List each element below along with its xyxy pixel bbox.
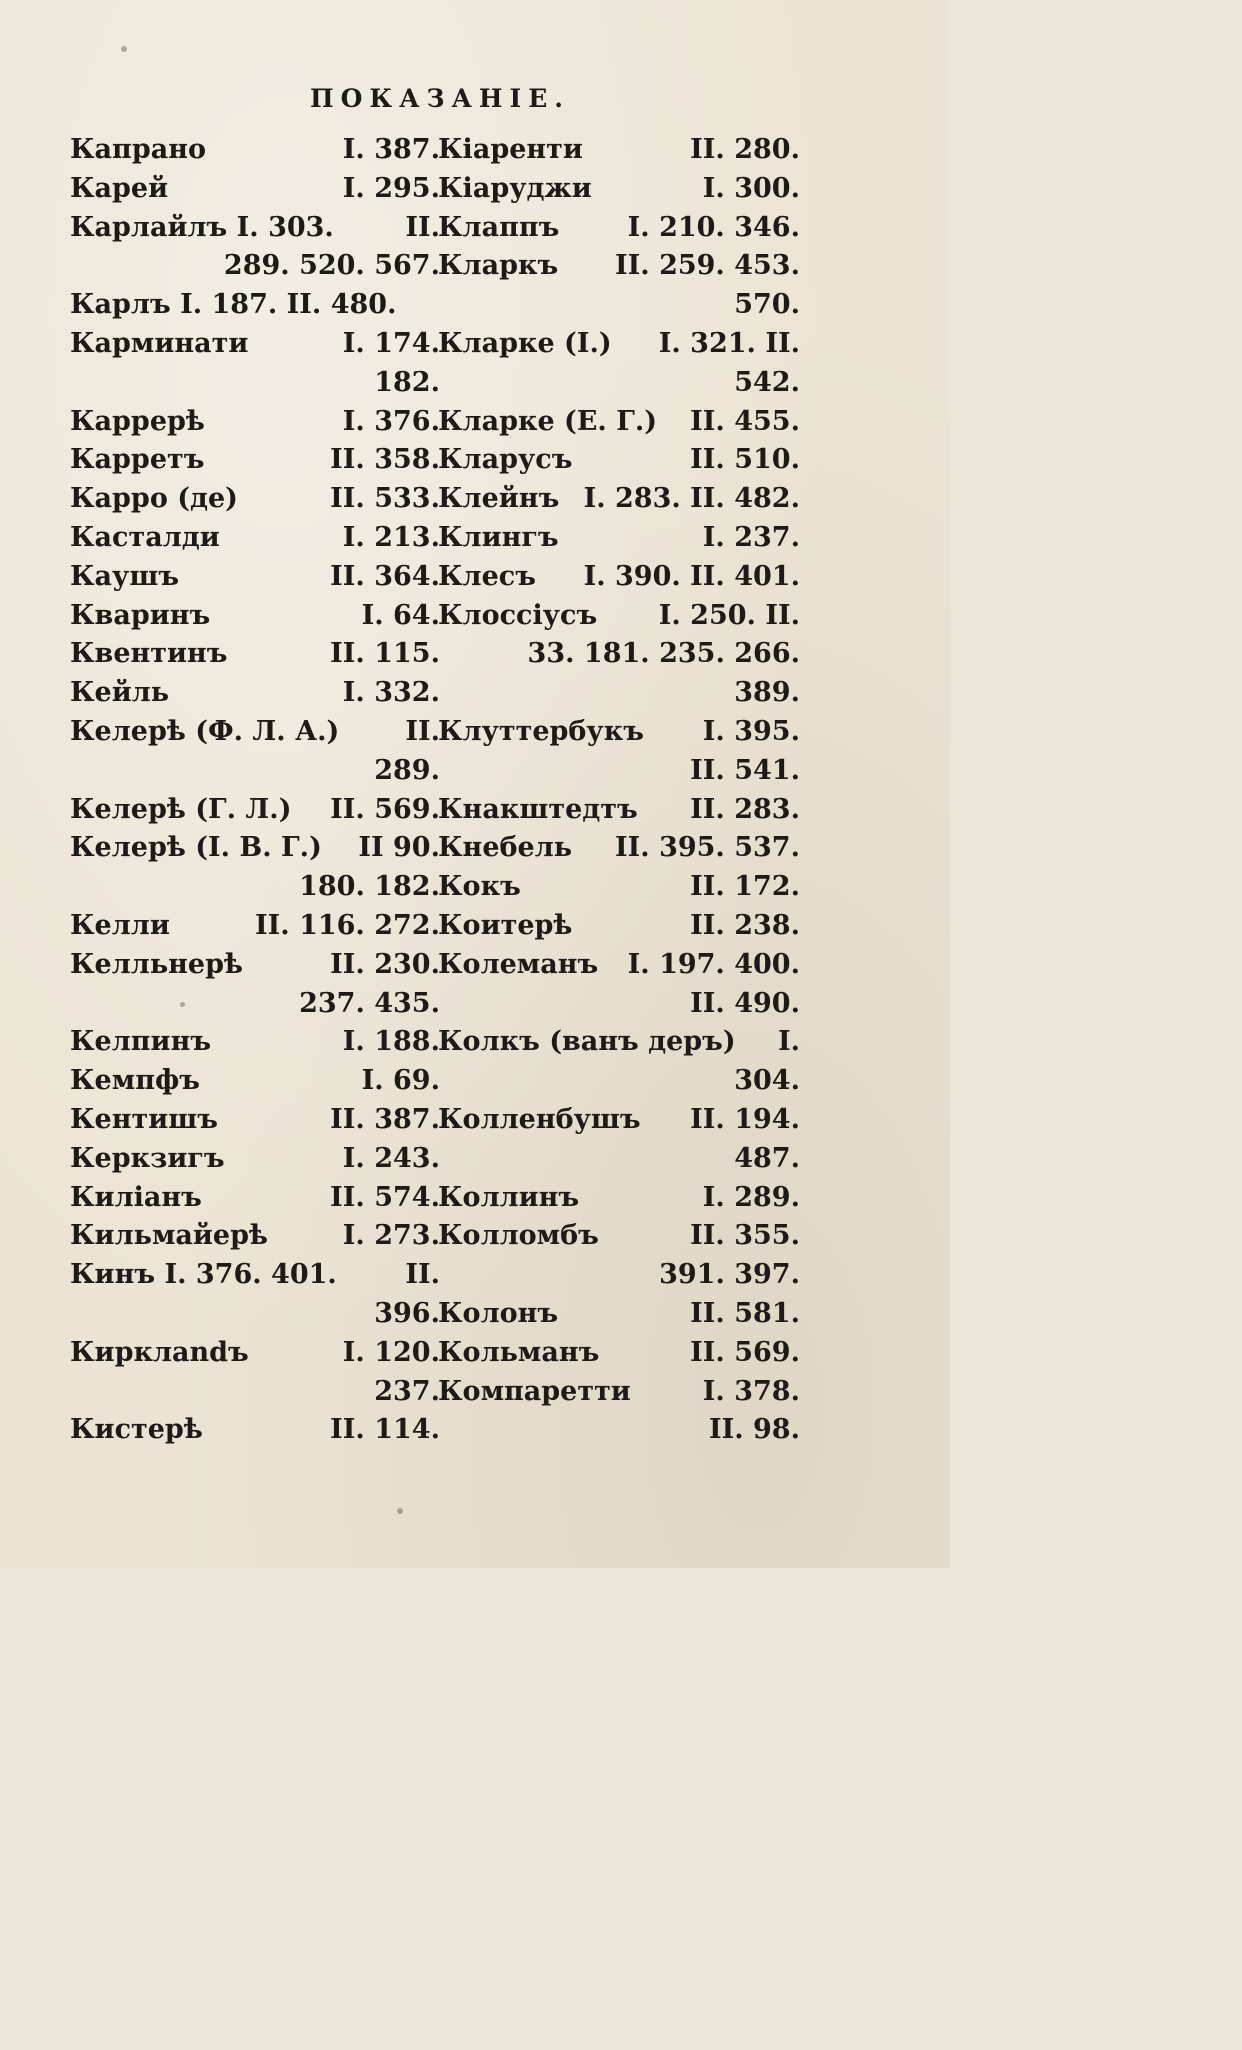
entry-name: Кнебель: [438, 832, 573, 864]
entry-reference: II. 574.: [330, 1181, 440, 1213]
entry-name: Кемпфъ: [70, 1065, 201, 1097]
entry-reference: II. 395. 537.: [615, 832, 800, 864]
entry-name: Кольманъ: [438, 1336, 600, 1368]
entry-reference: 33. 181. 235. 266.: [527, 638, 800, 670]
entry-name: Клоссіусъ: [438, 599, 598, 631]
entry-reference: 542.: [734, 366, 800, 398]
entry-reference: II. 280.: [690, 134, 800, 165]
entry-reference: I. 321. II.: [658, 327, 800, 359]
index-entry: [438, 791, 800, 830]
entry-name: Коитерѣ: [438, 909, 573, 941]
entry-name: Кнакштедтъ: [438, 793, 638, 825]
entry-reference: II. 490.: [690, 987, 800, 1019]
entry-name: Коллинъ: [438, 1181, 580, 1213]
index-entry: [438, 674, 800, 713]
index-entry: [70, 170, 440, 209]
index-entry: [438, 829, 800, 868]
entry-name: Капрано: [70, 134, 206, 165]
index-entry: [70, 558, 440, 597]
entry-reference: II. 541.: [690, 754, 800, 786]
entry-name: Киліанъ: [70, 1181, 202, 1213]
index-entry: [438, 907, 800, 946]
index-entry: [438, 325, 800, 364]
index-entry: [70, 1217, 440, 1256]
entry-name: Кларке (Е. Г.): [438, 405, 658, 437]
entry-reference: II. 569.: [690, 1336, 800, 1368]
index-entry: [70, 597, 440, 636]
index-entry: [70, 1179, 440, 1218]
entry-reference: I. 395.: [702, 715, 800, 747]
index-entry: [70, 946, 440, 985]
index-entry: [70, 1256, 440, 1295]
entry-reference: II. 533.: [330, 483, 440, 515]
entry-reference: I. 390. II. 401.: [583, 560, 800, 592]
entry-reference: I. 243.: [342, 1142, 440, 1174]
ink-speck: [397, 1508, 403, 1514]
entry-name: Кирклandъ: [70, 1336, 249, 1368]
index-entry: [70, 985, 440, 1024]
index-entry: [70, 1373, 440, 1412]
index-entry: [438, 1217, 800, 1256]
entry-reference: II.: [405, 1259, 440, 1291]
entry-name: Каррерѣ: [70, 405, 205, 437]
entry-name: Клингъ: [438, 521, 559, 553]
entry-name: Кокъ: [438, 871, 521, 903]
entry-name: Клаппъ: [438, 211, 560, 243]
entry-reference: II. 355.: [690, 1220, 800, 1252]
index-entry: [70, 286, 440, 325]
entry-reference: I. 64.: [361, 599, 440, 631]
index-entry: [438, 1334, 800, 1373]
index-entry: [70, 1295, 440, 1334]
index-column-right: [438, 131, 800, 1450]
entry-reference: 391. 397.: [659, 1259, 800, 1291]
entry-reference: 487.: [734, 1142, 800, 1174]
entry-reference: II. 387.: [330, 1103, 440, 1135]
index-entry: [438, 597, 800, 636]
entry-reference: 182.: [374, 366, 440, 398]
index-entry: [438, 441, 800, 480]
entry-reference: I. 289.: [702, 1181, 800, 1213]
index-entry: [70, 131, 440, 170]
entry-name: Клуттербукъ: [438, 715, 644, 747]
index-entry: [438, 403, 800, 442]
entry-name: Келли: [70, 909, 170, 941]
entry-reference: I. 376.: [342, 405, 440, 437]
entry-reference: I. 250. II.: [658, 599, 800, 631]
entry-reference: I. 197. 400.: [627, 948, 800, 980]
entry-name: Кильмайерѣ: [70, 1220, 268, 1252]
index-entry: [70, 1334, 440, 1373]
index-entry: [70, 1062, 440, 1101]
entry-reference: 396.: [374, 1297, 440, 1329]
index-entry: [70, 1023, 440, 1062]
index-entry: [438, 1256, 800, 1295]
index-entry: [438, 1140, 800, 1179]
entry-reference: II. 569.: [330, 793, 440, 825]
entry-reference: II. 510.: [690, 444, 800, 476]
entry-name: Келпинъ: [70, 1026, 212, 1058]
entry-name: Клесъ: [438, 560, 536, 592]
entry-name: Кинъ I. 376. 401.: [70, 1259, 337, 1291]
entry-name: Келерѣ (Г. Л.): [70, 793, 292, 825]
index-entry: [70, 829, 440, 868]
page-title: ПОКАЗАНІЕ.: [310, 84, 570, 113]
entry-reference: II. 114.: [330, 1414, 440, 1446]
index-entry: [438, 519, 800, 558]
index-entry: [70, 1101, 440, 1140]
entry-reference: II.: [405, 211, 440, 243]
index-entry: [70, 752, 440, 791]
entry-name: Керкзигъ: [70, 1142, 225, 1174]
index-column-left: [70, 131, 440, 1450]
entry-name: Компаретти: [438, 1375, 631, 1407]
entry-name: Кіаруджи: [438, 172, 592, 204]
index-entry: [438, 635, 800, 674]
entry-name: Касталди: [70, 521, 220, 553]
index-entry: [70, 1140, 440, 1179]
index-entry: [438, 868, 800, 907]
entry-name: Карлъ I. 187. II. 480.: [70, 289, 397, 321]
index-entry: [70, 209, 440, 248]
entry-name: Кіаренти: [438, 134, 583, 165]
entry-reference: 389.: [734, 677, 800, 709]
entry-reference: II. 194.: [690, 1103, 800, 1135]
index-entry: [70, 325, 440, 364]
index-entry: [438, 558, 800, 597]
entry-reference: II. 259. 453.: [615, 250, 800, 282]
entry-reference: 570.: [734, 289, 800, 321]
entry-reference: 180. 182.: [299, 871, 440, 903]
entry-reference: II. 116. 272.: [255, 909, 440, 941]
index-entry: [438, 1411, 800, 1450]
index-entry: [438, 1101, 800, 1140]
index-entry: [70, 403, 440, 442]
entry-reference: II. 581.: [690, 1297, 800, 1329]
index-entry: [438, 247, 800, 286]
index-entry: [70, 364, 440, 403]
entry-reference: II 90.: [358, 832, 440, 864]
index-entry: [438, 209, 800, 248]
index-entry: [438, 286, 800, 325]
entry-name: Карретъ: [70, 444, 205, 476]
index-entry: [70, 480, 440, 519]
entry-name: Карлайлъ I. 303.: [70, 211, 334, 243]
index-entry: [438, 1179, 800, 1218]
entry-name: Кистерѣ: [70, 1414, 203, 1446]
entry-reference: II. 98.: [708, 1414, 800, 1446]
entry-name: Клейнъ: [438, 483, 560, 515]
entry-reference: I. 213.: [342, 521, 440, 553]
entry-name: Колкъ (ванъ деръ): [438, 1026, 736, 1058]
entry-reference: II. 172.: [690, 871, 800, 903]
index-entry: [438, 1373, 800, 1412]
entry-reference: I. 295.: [342, 172, 440, 204]
entry-reference: 237.: [374, 1375, 440, 1407]
entry-reference: I. 273.: [342, 1220, 440, 1252]
entry-reference: I. 332.: [342, 677, 440, 709]
entry-reference: I. 283. II. 482.: [583, 483, 800, 515]
entry-reference: II. 455.: [690, 405, 800, 437]
entry-reference: II. 115.: [330, 638, 440, 670]
index-entry: [70, 674, 440, 713]
entry-reference: 304.: [734, 1065, 800, 1097]
index-entry: [70, 713, 440, 752]
entry-name: Кларкъ: [438, 250, 559, 282]
entry-name: Каушъ: [70, 560, 180, 592]
index-entry: [70, 907, 440, 946]
entry-name: Келльнерѣ: [70, 948, 243, 980]
index-entry: [438, 946, 800, 985]
entry-reference: I. 174.: [342, 327, 440, 359]
index-entry: [70, 441, 440, 480]
ink-speck: [121, 46, 127, 52]
entry-reference: I. 210. 346.: [627, 211, 800, 243]
entry-reference: 289. 520. 567.: [223, 250, 440, 282]
entry-name: Келерѣ (I. В. Г.): [70, 832, 322, 864]
index-entry: [70, 519, 440, 558]
entry-reference: II. 230.: [330, 948, 440, 980]
index-entry: [438, 1295, 800, 1334]
entry-reference: I. 378.: [702, 1375, 800, 1407]
entry-reference: I.: [777, 1026, 800, 1058]
entry-name: Кейль: [70, 677, 170, 709]
index-entry: [70, 247, 440, 286]
index-entry: [70, 791, 440, 830]
index-entry: [70, 635, 440, 674]
entry-name: Карминати: [70, 327, 249, 359]
entry-reference: 289.: [374, 754, 440, 786]
entry-reference: I. 69.: [361, 1065, 440, 1097]
entry-reference: II.: [405, 715, 440, 747]
entry-name: Кваринъ: [70, 599, 211, 631]
entry-reference: I. 387.: [342, 134, 440, 165]
index-entry: [70, 868, 440, 907]
index-entry: [438, 480, 800, 519]
entry-reference: I. 120.: [342, 1336, 440, 1368]
index-entry: [438, 364, 800, 403]
entry-name: Келерѣ (Ф. Л. А.): [70, 715, 340, 747]
index-entry: [70, 1411, 440, 1450]
entry-reference: II. 358.: [330, 444, 440, 476]
entry-name: Колеманъ: [438, 948, 599, 980]
index-entry: [438, 713, 800, 752]
entry-reference: 237. 435.: [299, 987, 440, 1019]
index-entry: [438, 752, 800, 791]
entry-name: Колломбъ: [438, 1220, 599, 1252]
entry-name: Карей: [70, 172, 169, 204]
index-entry: [438, 1062, 800, 1101]
entry-name: Колленбушъ: [438, 1103, 641, 1135]
entry-name: Кларке (I.): [438, 327, 612, 359]
entry-reference: I. 300.: [702, 172, 800, 204]
entry-name: Кларусъ: [438, 444, 573, 476]
entry-name: Квентинъ: [70, 638, 228, 670]
entry-reference: I. 188.: [342, 1026, 440, 1058]
entry-name: Карро (де): [70, 483, 238, 515]
index-entry: [438, 170, 800, 209]
entry-reference: II. 283.: [690, 793, 800, 825]
entry-reference: II. 238.: [690, 909, 800, 941]
index-entry: [438, 985, 800, 1024]
index-entry: [438, 131, 800, 170]
entry-reference: I. 237.: [702, 521, 800, 553]
entry-name: Колонъ: [438, 1297, 559, 1329]
entry-name: Кентишъ: [70, 1103, 218, 1135]
entry-reference: II. 364.: [330, 560, 440, 592]
index-entry: [438, 1023, 800, 1062]
